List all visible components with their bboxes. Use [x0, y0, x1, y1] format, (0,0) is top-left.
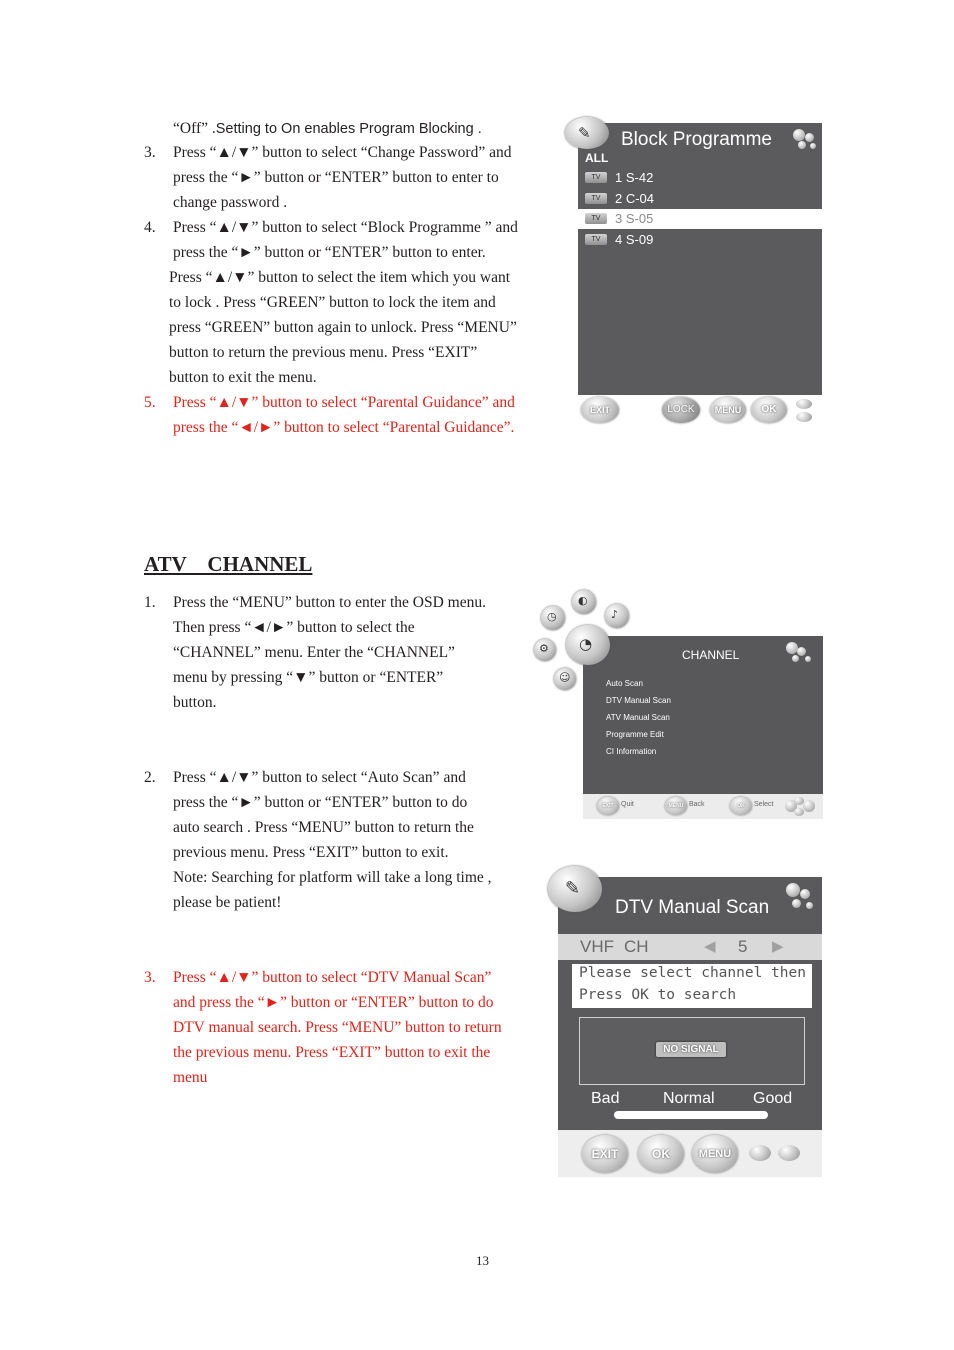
step-number: 3.	[144, 144, 156, 161]
step-4-line-1: Press “▲/▼” button to select “Block Programme ” and	[173, 219, 518, 236]
atv-step-1-line-3: “CHANNEL” menu. Enter the “CHANNEL”	[173, 644, 455, 661]
tv-badge: TV	[585, 172, 607, 183]
menu-item-programme-edit[interactable]: Programme Edit	[606, 730, 664, 739]
ch-label: CH	[624, 937, 649, 956]
dtv-manual-scan-panel	[558, 877, 822, 1177]
channel-row[interactable]	[578, 168, 822, 188]
lock-button[interactable]: LOCK	[662, 397, 700, 423]
quality-bad-label: Bad	[591, 1090, 620, 1107]
channel-label: 1 S-42	[615, 170, 654, 185]
channel-row[interactable]	[578, 189, 822, 209]
atv-step-2-line-4: previous menu. Press “EXIT” button to exit.	[173, 844, 449, 861]
channel-menu-title: CHANNEL	[682, 648, 740, 662]
time-menu-icon[interactable]	[541, 606, 565, 630]
decor-bubble-icon	[798, 141, 806, 149]
channel-menu-panel	[583, 636, 823, 819]
scroll-up-icon[interactable]	[796, 399, 812, 409]
tv-logo-icon	[565, 117, 609, 149]
atv-step-3-line-3: DTV manual search. Press “MENU” button to return	[173, 1019, 502, 1036]
atv-step-2-line-6: please be patient!	[173, 894, 282, 911]
step-3-line-1: Press “▲/▼” button to select “Change Password” and	[173, 144, 512, 161]
gear-glyph-icon: ⚙	[539, 642, 549, 655]
step-4-sub-line-2: to lock . Press “GREEN” button to lock the item and	[169, 294, 496, 311]
step-3-line-2: press the “►” button or “ENTER” button to enter to	[173, 169, 499, 186]
pencil-icon: ✎	[578, 124, 591, 142]
channel-menu-icon	[566, 625, 610, 665]
quality-good-label: Good	[753, 1090, 793, 1107]
atv-step-3-line-4: the previous menu. Press “EXIT” button to exit the	[173, 1044, 491, 1061]
decor-bubble-icon	[805, 133, 814, 142]
block-programme-footer	[578, 395, 822, 428]
ok-button[interactable]: OK	[638, 1135, 684, 1173]
step-number: 1.	[144, 594, 156, 611]
step-5-line-2: press the “◄/►” button to select “Parental Guidance”.	[173, 419, 515, 436]
menu-button[interactable]: MENU	[692, 1135, 738, 1173]
tv-badge: TV	[585, 234, 607, 245]
signal-window	[579, 1017, 805, 1085]
decor-bubble-icon	[792, 655, 799, 662]
step-4-line-2: press the “►” button or “ENTER” button to enter.	[173, 244, 486, 261]
decor-bubble-icon	[792, 899, 801, 908]
decor-bubble-icon	[793, 129, 805, 141]
picture-menu-icon[interactable]	[572, 590, 596, 614]
menu-button[interactable]: MENU	[665, 797, 687, 815]
step-4-sub-line-3: press “GREEN” button again to unlock. Press “MENU”	[169, 319, 517, 336]
atv-step-1-line-1: Press the “MENU” button to enter the OSD menu.	[173, 594, 486, 611]
decor-bubble-icon	[797, 647, 806, 656]
channel-number: 5	[738, 937, 748, 956]
menu-item-atv-manual-scan[interactable]: ATV Manual Scan	[606, 713, 670, 722]
channel-row[interactable]	[578, 230, 822, 250]
back-label: Back	[689, 801, 705, 808]
atv-step-3-line-2: and press the “►” button or “ENTER” button to do	[173, 994, 494, 1011]
block-programme-panel	[578, 123, 822, 428]
block-programme-title: Block Programme	[621, 129, 772, 150]
dtv-footer	[558, 1130, 822, 1177]
picture-glyph-icon: ◐	[578, 594, 588, 607]
step-4-sub-line-5: button to exit the menu.	[169, 369, 317, 386]
intro-line	[173, 116, 482, 142]
menu-item-dtv-manual-scan[interactable]: DTV Manual Scan	[606, 696, 671, 705]
step-number: 4.	[144, 219, 156, 236]
signal-quality-bar	[614, 1111, 768, 1119]
atv-step-2-line-1: Press “▲/▼” button to select “Auto Scan” and	[173, 769, 466, 786]
channel-menu-footer	[583, 794, 823, 819]
channel-label: 2 C-04	[615, 191, 655, 206]
message-line-2: Press OK to search	[579, 987, 737, 1003]
quality-normal-label: Normal	[663, 1090, 715, 1107]
channel-selector-row[interactable]	[558, 934, 822, 960]
clock-glyph-icon: ◷	[547, 610, 557, 623]
channel-label: 3 S-05	[615, 211, 654, 226]
step-number: 5.	[144, 394, 156, 411]
atv-step-2-line-5: Note: Searching for platform will take a long time ,	[173, 869, 492, 886]
sound-menu-icon[interactable]	[605, 604, 629, 628]
tv-badge: TV	[585, 193, 607, 204]
atv-step-1-line-5: button.	[173, 694, 217, 711]
decor-bubble-icon	[805, 656, 811, 662]
step-4-sub-line-1: Press “▲/▼” button to select the item which you want	[169, 269, 511, 286]
ok-button[interactable]: OK	[751, 397, 787, 423]
step-number: 2.	[144, 769, 156, 786]
nav-right-icon[interactable]	[803, 800, 815, 812]
step-5-line-1: Press “▲/▼” button to select “Parental Guidance” and	[173, 394, 515, 411]
atv-step-1-line-2: Then press “◄/►” button to select the	[173, 619, 415, 636]
lock-glyph-icon: ☺	[559, 671, 571, 684]
arrow-left-icon[interactable]: ◀	[704, 938, 716, 955]
atv-step-3-line-1: Press “▲/▼” button to select “DTV Manual Scan”	[173, 969, 492, 986]
step-3-line-3: change password .	[173, 194, 288, 211]
no-signal-badge: NO SIGNAL	[656, 1042, 726, 1057]
exit-button[interactable]: EXIT	[581, 397, 619, 423]
message-box	[572, 964, 812, 1008]
dtv-manual-scan-title: DTV Manual Scan	[615, 897, 770, 918]
setup-menu-icon[interactable]	[534, 639, 556, 661]
page-number: 13	[476, 1253, 489, 1268]
satellite-dish-icon: ◔	[579, 635, 593, 653]
intro-text-serif: “Off” .	[173, 120, 216, 137]
step-4-sub-line-4: button to return the previous menu. Press “EXIT”	[169, 344, 478, 361]
scroll-down-icon[interactable]	[796, 412, 812, 422]
dtv-scan-logo-icon	[548, 866, 602, 912]
atv-step-2-line-3: auto search . Press “MENU” button to return the	[173, 819, 474, 836]
nav-right-icon[interactable]	[778, 1145, 800, 1161]
atv-step-2-line-2: press the “►” button or “ENTER” button to do	[173, 794, 468, 811]
decor-bubble-icon	[810, 143, 816, 149]
exit-button[interactable]: EXIT	[582, 1135, 628, 1173]
lock-menu-icon[interactable]	[554, 668, 576, 690]
menu-item-ci-information[interactable]: CI Information	[606, 747, 657, 756]
exit-button[interactable]: EXIT	[597, 797, 619, 815]
pencil-icon: ✎	[565, 878, 581, 899]
message-line-1: Please select channel then	[579, 965, 806, 981]
category-label: ALL	[585, 151, 609, 165]
section-heading: ATV CHANNEL	[144, 552, 313, 576]
arrow-right-icon[interactable]: ▶	[772, 938, 784, 955]
ok-button[interactable]: OK	[730, 797, 752, 815]
band-label: VHF	[580, 937, 614, 956]
decor-bubble-icon	[806, 902, 813, 909]
sound-glyph-icon: ♪	[611, 608, 619, 621]
menu-item-auto-scan[interactable]: Auto Scan	[606, 679, 643, 688]
tv-badge: TV	[585, 213, 607, 224]
decor-bubble-icon	[786, 883, 800, 897]
atv-step-3-line-5: menu	[173, 1069, 208, 1086]
decor-bubble-icon	[800, 889, 810, 899]
nav-down-icon[interactable]	[794, 808, 804, 816]
intro-text-sans: Setting to On enables Program Blocking .	[215, 121, 482, 137]
select-label: Select	[754, 801, 774, 808]
channel-row-selected[interactable]	[578, 209, 822, 229]
nav-left-icon[interactable]	[749, 1145, 771, 1161]
step-number: 3.	[144, 969, 156, 986]
menu-button[interactable]: MENU	[710, 397, 746, 423]
channel-label: 4 S-09	[615, 232, 654, 247]
quit-label: Quit	[621, 801, 634, 808]
atv-step-1-line-4: menu by pressing “▼” button or “ENTER”	[173, 669, 444, 686]
